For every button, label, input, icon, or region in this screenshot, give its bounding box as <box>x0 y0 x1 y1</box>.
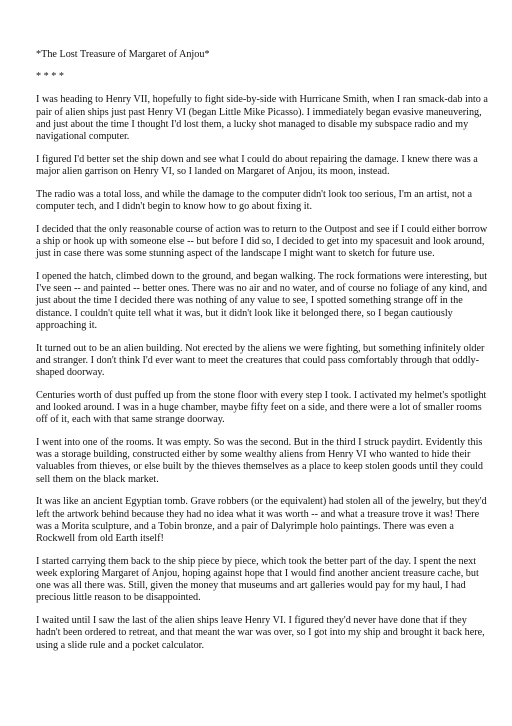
paragraph-2: I figured I'd better set the ship down and see what I could do about repairing the damage. I knew there was a major alien garrison on Henry VI, so I landed on Margaret of Anjou, its moon, instead. <box>36 153 478 178</box>
paragraph-9: It was like an ancient Egyptian tomb. Grave robbers (or the equivalent) had stolen all of the jewelry, but they'd left the artwork behind because they had no idea what it was worth -- and what a treasure trove it was! There was a Morita sculpture, and a Tobin bronze, and a pair of Dalyrimple holo paintings. There was even a Rockwell from old Earth itself! <box>36 496 487 545</box>
paragraph-1: I was heading to Henry VII, hopefully to fight side-by-side with Hurricane Smith, when I ran smack-dab into a pair of alien ships just past Henry VI (began Little Mike Picasso). I immediately began evasive maneuvering, and just about the time I thought I'd lost them, a lucky shot managed to disable my subspace radio and my navigational computer. <box>36 94 488 143</box>
paragraph-8: I went into one of the rooms. It was empty. So was the second. But in the third I struck paydirt. Evidently this was a storage building, constructed either by some wealthy aliens from Henry VI who wanted to hide their valuables from thieves, or else built by the thieves themselves as a place to keep stolen goods until they could sell them on the black market. <box>36 437 484 485</box>
paragraph-3: The radio was a total loss, and while the damage to the computer didn't look too serious, I'm an artist, not a computer tech, and I didn't begin to know how to go about fixing it. <box>36 188 472 213</box>
paragraph-7: Centuries worth of dust puffed up from the stone floor with every step I took. I activated my helmet's spotlight and looked around. I was in a huge chamber, maybe fifty feet on a side, and there were a lot of smaller rooms off of it, each with that same strange doorway. <box>36 389 487 426</box>
section-separator: * * * * <box>36 71 65 83</box>
paragraph-11: I waited until I saw the last of the alien ships leave Henry VI. I figured they'd never have done that if they hadn't been ordered to retreat, and that meant the war was over, so I got into my ship and brought it back here, using a slide rule and a pocket calculator. <box>36 615 485 651</box>
story-title: *The Lost Treasure of Margaret of Anjou* <box>36 49 210 60</box>
paragraph-4: I decided that the only reasonable course of action was to return to the Outpost and see if I could either borrow a ship or hook up with someone else -- but before I did so, I decided to get into my spacesuit and look around, just in case there was some stunning aspect of the landscape I might want to sketch for future use. <box>36 223 488 260</box>
paragraph-6: It turned out to be an alien building. Not erected by the aliens we were fighting, but something infinitely older and stranger. I don't think I'd ever want to meet the creatures that could pass comfortably through that oddly-shaped doorway. <box>36 342 485 379</box>
paragraph-5: I opened the hatch, climbed down to the ground, and began walking. The rock formations were interesting, but I've seen -- and painted -- better ones. There was no air and no water, and of course no foliage of any kind, and just about the time I decided there was nothing of any value to see, I spotted something strange off in the distance. I couldn't quite tell what it was, but it didn't look like it belonged there, so I began cautiously approaching it. <box>36 271 488 331</box>
paragraph-10: I started carrying them back to the ship piece by piece, which took the better part of the day. I spent the next week exploring Margaret of Anjou, hoping against hope that I would find another ancient treasure cache, but one was all there was. Still, given the money that museums and art galleries would pay for my haul, I had precious little reason to be disappointed. <box>36 555 479 604</box>
